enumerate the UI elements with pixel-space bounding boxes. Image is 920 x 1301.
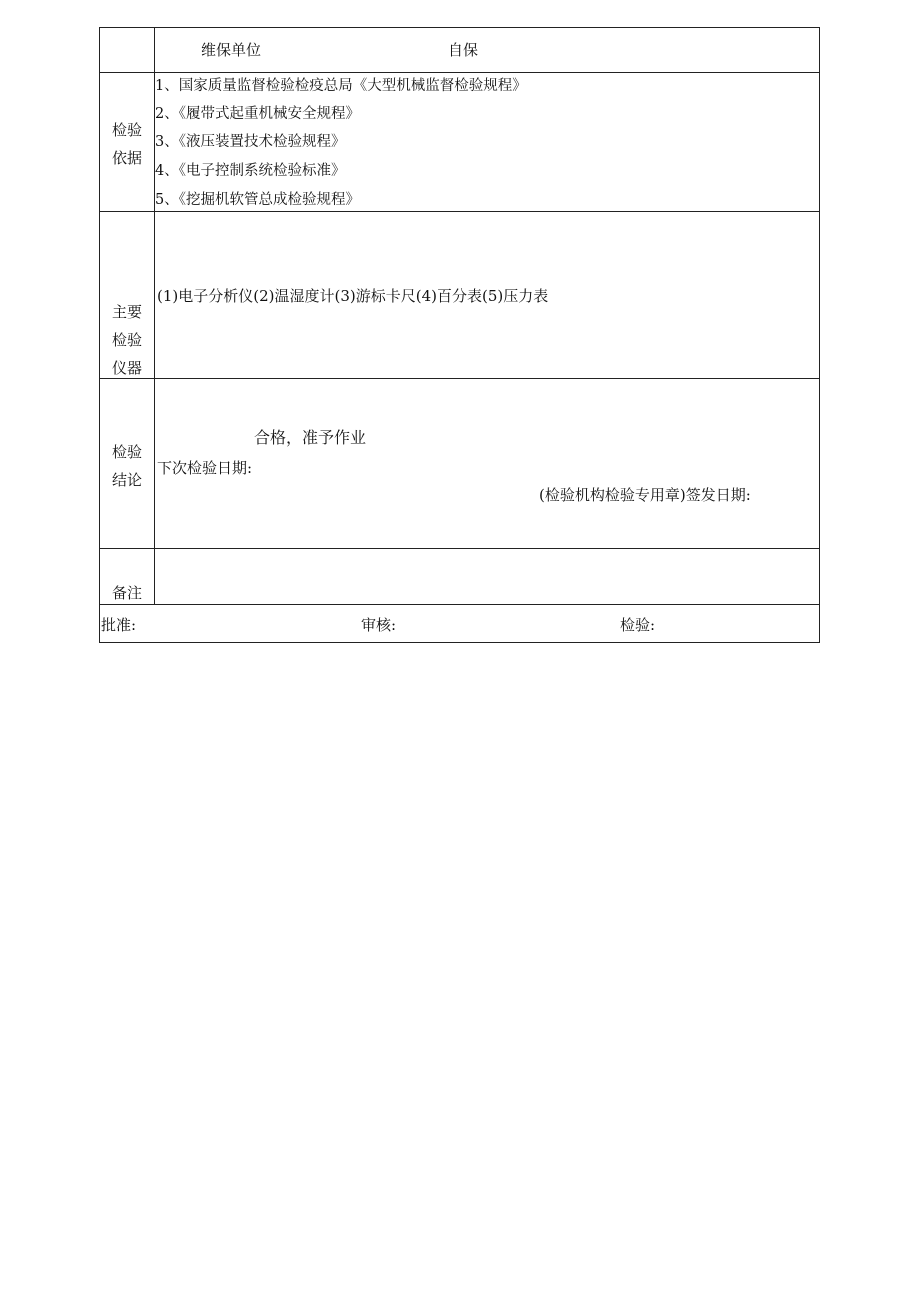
basis-item-2: 2、《履带式起重机械安全规程》 (155, 106, 360, 122)
basis-item-4: 4、《电子控制系统检验标准》 (155, 163, 346, 179)
conclusion-result: 合格，准予作业 (254, 428, 367, 447)
basis-item-5: 5、《挖掘机软管总成检验规程》 (155, 192, 360, 208)
basis-label-line1: 检验 (111, 121, 142, 139)
stamp-issue-date-label: (检验机构检验专用章)签发日期: (539, 486, 751, 504)
review-label: 审核: (361, 616, 397, 634)
instruments-label-line2: 检验 (111, 331, 142, 349)
row-divider-remarks (100, 604, 819, 605)
basis-item-1: 1、国家质量监督检验检疫总局《大型机械监督检验规程》 (155, 78, 527, 94)
row-divider-instruments (100, 378, 819, 379)
inspection-form-table (99, 27, 820, 643)
instruments-label-line3: 仪器 (111, 359, 142, 377)
instruments-value: (1)电子分析仪(2)温湿度计(3)游标卡尺(4)百分表(5)压力表 (157, 287, 549, 305)
maintenance-unit-value: 自保 (448, 41, 479, 59)
maintenance-unit-label: 维保单位 (201, 41, 262, 59)
remarks-label: 备注 (111, 584, 142, 602)
conclusion-label-line1: 检验 (111, 443, 142, 461)
approve-label: 批准: (101, 616, 137, 634)
row-divider-conclusion (100, 548, 819, 549)
basis-label-line2: 依据 (111, 149, 142, 167)
row-divider-basis (100, 211, 819, 212)
inspect-label: 检验: (620, 616, 656, 634)
basis-item-3: 3、《液压装置技术检验规程》 (155, 134, 346, 150)
row-divider-header (100, 72, 819, 73)
next-inspection-date-label: 下次检验日期: (157, 459, 253, 477)
instruments-label-line1: 主要 (111, 303, 142, 321)
conclusion-label-line2: 结论 (111, 471, 142, 489)
